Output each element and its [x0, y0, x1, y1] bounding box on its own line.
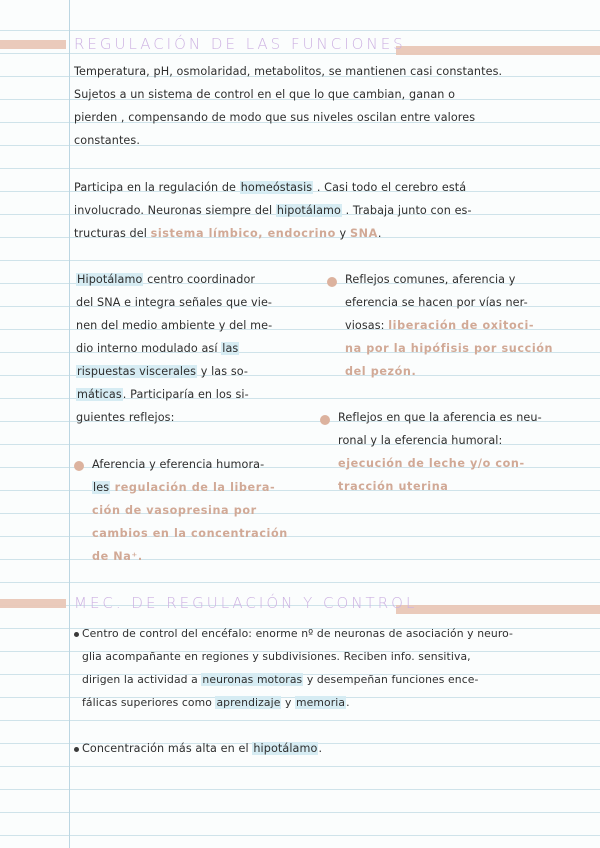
margin-line — [69, 0, 70, 848]
highlight: las — [222, 342, 239, 355]
text: . Participaría en los si- — [122, 388, 249, 401]
heading-bar-right — [396, 46, 600, 55]
intro-line: Sujetos a un sistema de control en el que lo que cambian, ganan o — [74, 88, 456, 101]
bullet2-line: na por la hipófisis por succión — [345, 342, 554, 355]
section2-line — [82, 696, 350, 709]
bullet2-line: Reflejos comunes, aferencia y — [345, 273, 516, 286]
text: y — [335, 227, 350, 240]
highlight: hipotálamo — [276, 204, 341, 217]
section2-line: Centro de control del encéfalo: enorme nº de neuronas de asociación y neuro- — [82, 627, 514, 640]
left-column-line: nen del medio ambiente y del me- — [76, 319, 273, 332]
bullet-dot — [327, 277, 337, 287]
text: ronal y la eferencia humoral — [338, 434, 499, 447]
text: : — [498, 434, 503, 447]
text: tructuras del — [74, 227, 151, 240]
section-heading: MEC. DE REGULACIÓN Y CONTROL — [74, 594, 418, 612]
section-heading: REGULACIÓN DE LAS FUNCIONES — [74, 35, 406, 53]
highlight: neuronas motoras — [202, 673, 303, 686]
bullet3-line: ejecución de leche y/o con- — [338, 457, 525, 470]
text: y — [281, 696, 296, 709]
intro-line: constantes. — [74, 134, 141, 147]
text: viosas: — [345, 319, 389, 332]
text: y las so- — [197, 365, 249, 378]
highlight: rispuestas viscerales — [77, 365, 197, 378]
bullet2-line: eferencia se hacen por vías ner- — [345, 296, 528, 309]
bullet-dot — [74, 632, 79, 637]
text: . — [377, 227, 382, 240]
highlight: Hipotálamo — [77, 273, 143, 286]
heading-bar-left — [0, 599, 66, 608]
section2-line: glia acompañante en regiones y subdivisiones. Reciben info. sensitiva, — [82, 650, 471, 663]
highlight: hipotálamo — [253, 742, 318, 755]
bullet3-line: tracción uterina — [338, 480, 449, 493]
homeostasis-line — [74, 181, 466, 194]
bullet1-line — [92, 481, 275, 494]
text: . — [318, 742, 323, 755]
text: involucrado. Neuronas siempre del — [74, 204, 276, 217]
left-column-line: del SNA e integra señales que vie- — [76, 296, 273, 309]
bullet1-line: cambios en la concentración — [92, 527, 288, 540]
left-column-line — [76, 342, 239, 355]
left-column-line — [76, 365, 248, 378]
homeostasis-line — [74, 204, 472, 217]
bullet2-line — [345, 319, 534, 332]
text: Participa en la regulación de — [74, 181, 240, 194]
bullet3-line — [338, 434, 502, 447]
bullet2-line: del pezón. — [345, 365, 417, 378]
section2-line — [82, 742, 322, 755]
text: fálicas superiores como — [82, 696, 216, 709]
text: dirigen la actividad a — [82, 673, 202, 686]
heading-bar-left — [0, 40, 66, 49]
accent-text: liberación de oxitoci- — [388, 319, 535, 332]
highlight: homeóstasis — [240, 181, 313, 194]
accent-text: regulación de la libera- — [110, 481, 276, 494]
accent-text: sistema límbico, endocrino — [150, 227, 336, 240]
highlight: memoria — [296, 696, 346, 709]
text: . Trabaja junto con es- — [341, 204, 472, 217]
highlight: aprendizaje — [216, 696, 281, 709]
heading-bar-right — [396, 605, 600, 614]
bullet1-line: de Na⁺. — [92, 550, 143, 563]
section2-line — [82, 673, 479, 686]
intro-line: Temperatura, pH, osmolaridad, metabolitos, se mantienen casi constantes. — [74, 65, 503, 78]
highlight: les — [93, 481, 110, 494]
bullet3-line: Reflejos en que la aferencia es neu- — [338, 411, 542, 424]
accent-text: SNA — [349, 227, 378, 240]
left-column-line: guientes reflejos: — [76, 411, 175, 424]
left-column-line — [76, 273, 255, 286]
text: dio interno modulado así — [76, 342, 222, 355]
text: centro coordinador — [143, 273, 256, 286]
bullet-dot — [74, 461, 84, 471]
text: y desempeñan funciones ence- — [303, 673, 479, 686]
bullet-dot — [320, 415, 330, 425]
text: Concentración más alta en el — [82, 742, 253, 755]
bullet1-line: ción de vasopresina por — [92, 504, 257, 517]
bullet1-line: Aferencia y eferencia humora- — [92, 458, 265, 471]
text: . — [346, 696, 350, 709]
intro-line: pierden , compensando de modo que sus niveles oscilan entre valores — [74, 111, 476, 124]
text: . Casi todo el cerebro está — [313, 181, 467, 194]
left-column-line — [76, 388, 249, 401]
homeostasis-line — [74, 227, 382, 240]
bullet-dot — [74, 747, 79, 752]
highlight: máticas — [77, 388, 122, 401]
